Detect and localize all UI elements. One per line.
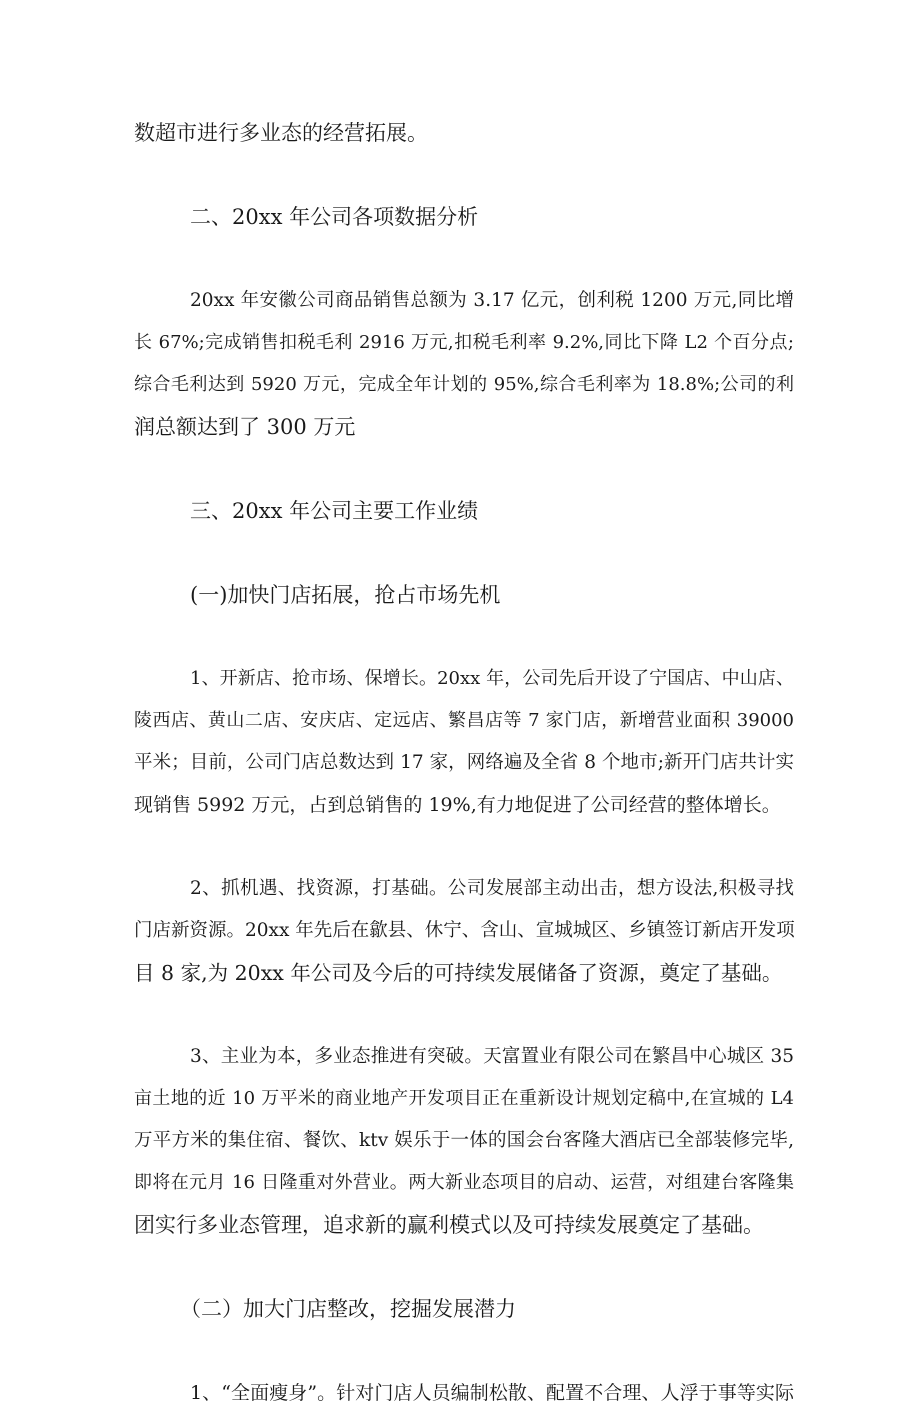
subsection-heading: （二）加大门店整改，挖掘发展潜力 (180, 1297, 516, 1321)
paragraph-line: 门店新资源。20xx 年先后在歙县、休宁、含山、宣城城区、乡镇签订新店开发项 (134, 920, 795, 941)
paragraph-line: 3、主业为本，多业态推进有突破。天富置业有限公司在繁昌中心城区 35 (190, 1046, 794, 1067)
paragraph-line: 万平方米的集住宿、餐饮、ktv 娱乐于一体的国会台客隆大酒店已全部装修完毕, (134, 1130, 794, 1151)
paragraph-line: 现销售 5992 万元，占到总销售的 19%,有力地促进了公司经营的整体增长。 (134, 794, 781, 816)
section-heading: 三、20xx 年公司主要工作业绩 (190, 499, 479, 523)
paragraph-line: 1、“全面瘦身”。针对门店人员编制松散、配置不合理、人浮于事等实际 (190, 1382, 794, 1404)
paragraph-line: 长 67%;完成销售扣税毛利 2916 万元,扣税毛利率 9.2%,同比下降 L2 个百分点; (134, 332, 794, 353)
paragraph-line: 数超市进行多业态的经营拓展。 (134, 121, 428, 145)
paragraph-line: 2、抓机遇、找资源，打基础。公司发展部主动出击，想方设法,积极寻找 (190, 878, 794, 899)
section-heading: 二、20xx 年公司各项数据分析 (190, 205, 479, 229)
paragraph-line: 即将在元月 16 日隆重对外营业。两大新业态项目的启动、运营，对组建台客隆集 (134, 1172, 794, 1193)
document-body (134, 112, 794, 1414)
paragraph-line: 亩土地的近 10 万平米的商业地产开发项目正在重新设计规划定稿中,在宣城的 L4 (134, 1088, 794, 1109)
paragraph-line: 综合毛利达到 5920 万元，完成全年计划的 95%,综合毛利率为 18.8%;公司的利 (134, 374, 794, 395)
paragraph-line: 20xx 年安徽公司商品销售总额为 3.17 亿元，创利税 1200 万元,同比增 (190, 290, 794, 311)
paragraph-line: 平米；目前，公司门店总数达到 17 家，网络遍及全省 8 个地市;新开门店共计实 (134, 752, 794, 773)
paragraph-line: 1、开新店、抢市场、保增长。20xx 年，公司先后开设了宁国店、中山店、 (190, 668, 794, 689)
subsection-heading: (一)加快门店拓展，抢占市场先机 (190, 583, 501, 607)
paragraph-line: 陵西店、黄山二店、安庆店、定远店、繁昌店等 7 家门店，新增营业面积 39000 (134, 710, 794, 731)
paragraph-line: 润总额达到了 300 万元 (134, 415, 356, 439)
paragraph-line: 目 8 家,为 20xx 年公司及今后的可持续发展储备了资源，奠定了基础。 (134, 961, 783, 985)
paragraph-line: 团实行多业态管理，追求新的赢利模式以及可持续发展奠定了基础。 (134, 1213, 764, 1237)
